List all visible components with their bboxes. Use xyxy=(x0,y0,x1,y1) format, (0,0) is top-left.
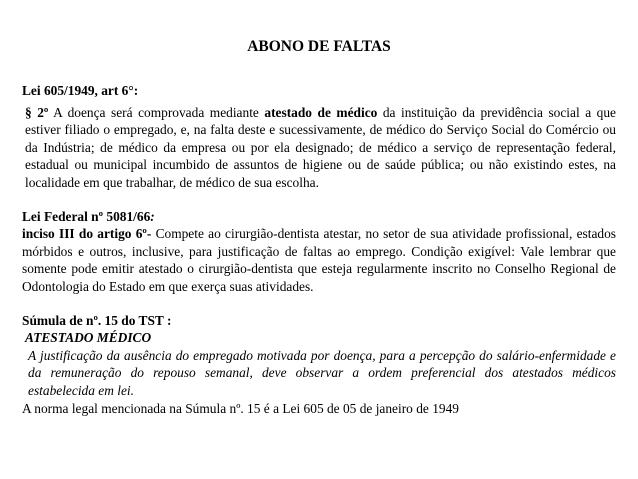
section-lei-605-heading: Lei 605/1949, art 6°: xyxy=(22,83,139,98)
section-lei-5081-heading-suffix: : xyxy=(150,208,155,224)
section-lei-5081-paragraph xyxy=(22,225,616,295)
document-page xyxy=(22,38,616,417)
paragraph-marker: § 2º xyxy=(25,104,49,120)
paragraph-text-part-1: A doença será comprovada mediante xyxy=(48,104,265,120)
section-sumula-subheading: ATESTADO MÉDICO xyxy=(25,330,152,346)
section-lei-5081-heading-main: Lei Federal nº 5081/66 xyxy=(22,208,151,224)
document-title: ABONO DE FALTAS xyxy=(247,38,391,55)
section-sumula-heading: Súmula de nº. 15 do TST : xyxy=(22,312,172,328)
section-sumula-paragraph: A justificação da ausência do empregado motivada por doença, para a percepção do salário-enfermidade e da remuneração do repouso semanal, deve observar a ordem preferencial dos atestados médicos estabelecida em lei. xyxy=(28,347,616,398)
inciso-label: inciso III do artigo 6º- xyxy=(22,226,152,242)
paragraph-text-part-2: da instituição da previdência social a que estiver filiado o empregado, e, na falta deste e sucessivamente, de médico do Serviço Social do Comércio ou da Indústria; de médico da empresa ou por ela designado; de médico a serviço de representação federal, estadual ou municipal incumbido de assuntos de higiene ou de saúde pública; ou não existindo estes, na localidade em que trabalhar, de médico de sua escolha. xyxy=(25,104,617,190)
section-lei-605-paragraph xyxy=(22,104,616,192)
closing-note: A norma legal mencionada na Súmula nº. 15 é a Lei 605 de 05 de janeiro de 1949 xyxy=(22,400,459,416)
inciso-text: Compete ao cirurgião-dentista atestar, no setor de sua atividade profissional, estados mórbidos e outros, inclusive, para justificação de faltas ao emprego. Condição exigível: Vale lembrar que somente pode emitir atestado o cirurgião-dentista que esteja regularmente inscrito no Conselho Regional de Odontologia do Estado em que exerça suas atividades. xyxy=(22,226,616,294)
atestado-medico-emphasis: atestado de médico xyxy=(264,104,378,120)
section-lei-5081-heading xyxy=(22,208,616,226)
